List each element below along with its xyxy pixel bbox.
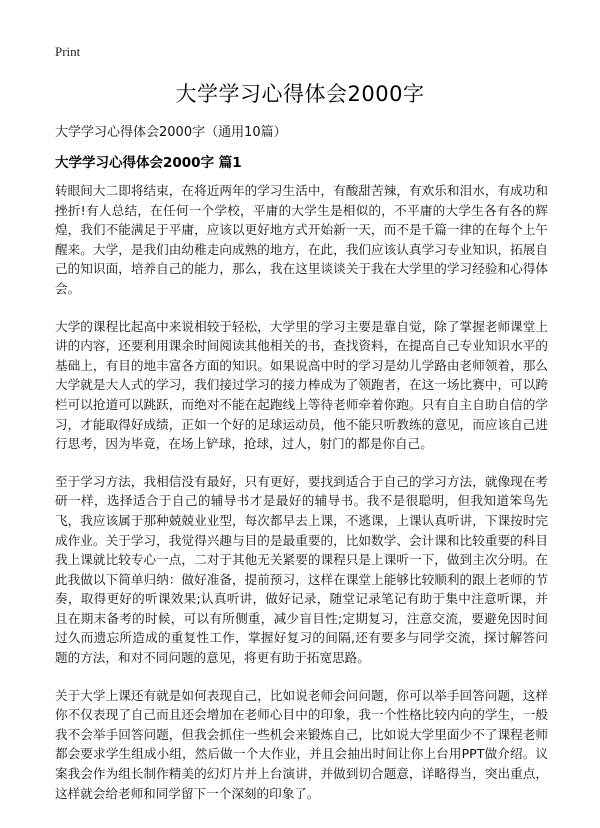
article-body [55, 181, 548, 821]
paragraph-4: 关于大学上课还有就是如何表现自己，比如说老师会问问题，你可以举手回答问题，这样你不仅表现了自己而且还会增加在老师心目中的印象，我一个性格比较内向的学生，一般我不会举手回答问题，但我会抓住一些机会来锻炼自己，比如说大学里面少不了课程老师都会要求学生组成小组，然后做一个大作业，并且会抽出时间让你上台用PPT做介绍。议案我会作为组长制作精美的幻灯片并上台演讲，并做到切合题意，详略得当，突出重点，这样就会给老师和同学留下一个深刻的印象了。 [55, 687, 548, 801]
document-subtitle: 大学学习心得体会2000字（通用10篇） [55, 125, 287, 140]
paragraph-1: 转眼间大二即将结束，在将近两年的学习生活中，有酸甜苦辣，有欢乐和泪水，有成功和挫折!有人总结，在任何一个学校，平庸的大学生是相似的，不平庸的大学生各有各的辉煌，我们不能满足于平庸，应该以更好地方式开始新一天，而不是千篇一律的在每个上午醒来。大学，是我们由幼稚走向成熟的地方，在此，我们应该认真学习专业知识，拓展自己的知识面，培养自己的能力，那么，我在这里谈谈关于我在大学里的学习经验和心得体会。 [55, 183, 548, 296]
document-title: 大学学习心得体会2000字 [175, 82, 425, 106]
paragraph-3: 至于学习方法，我相信没有最好，只有更好，要找到适合于自己的学习方法，就像现在考研一样，选择适合于自己的辅导书才是最好的辅导书。我不是很聪明，但我知道笨鸟先飞，我应该属于那种兢兢业业型，每次都早去上课，不逃课，上课认真听讲，下课按时完成作业。关于学习，我觉得兴趣与目的是最重要的，比如数学、会计课和比较重要的科目我上课就比较专心一点，二对于其他无关紧要的课程只是上课听一下，做到主次分明。在此我做以下简单归纳：做好准备，提前预习，这样在课堂上能够比较顺利的跟上老师的节奏，取得更好的听课效果;认真听讲，做好记录，随堂记录笔记有助于集中注意听课，并且在期末备考的时候，可以有所侧重，减少盲目性;定期复习，注意交流，要避免因时间过久而遗忘所造成的重复性工作，掌握好复习的间隔,还有要多与同学交流，探讨解答问题的方法，和对不同问题的意见，将更有助于拓宽思路。 [55, 473, 548, 666]
paragraph-2: 大学的课程比起高中来说相较于轻松，大学里的学习主要是靠自觉，除了掌握老师课堂上讲的内容，还要利用课余时间阅读其他相关的书，查找资料，在提高自己专业知识水平的基础上，有目的地丰富各方面的知识。如果说高中时的学习是幼儿学路由老师领着，那么大学就是大人式的学习，我们接过学习的接力棒成为了领跑者，在这一场比赛中，可以跨栏可以抢道可以跳跃，而绝对不能在起跑线上等待老师牵着你跑。只有自主自助自信的学习，才能取得好成绩，正如一个好的足球运动员，他不能只听教练的意见，而应该自己进行思考，因为毕竟，在场上铲球，抢球，过人，射门的都是你自己。 [55, 318, 548, 452]
section-heading: 大学学习心得体会2000字 篇1 [55, 155, 242, 171]
print-link[interactable]: Print [55, 44, 81, 59]
